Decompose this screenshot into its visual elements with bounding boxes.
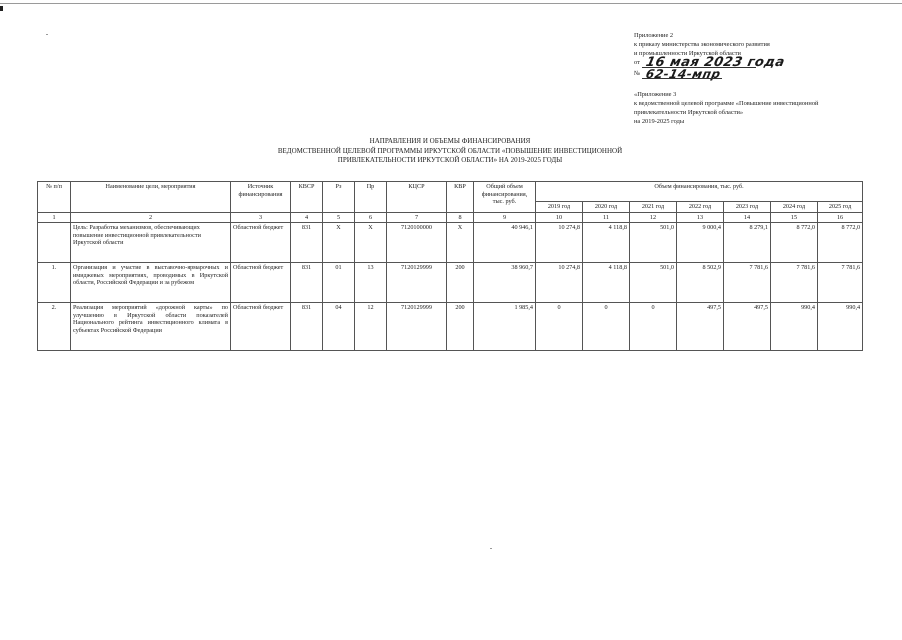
- row-2021: 501,0: [630, 263, 677, 303]
- header-num: № п/п: [38, 182, 71, 213]
- table-row-2: [38, 303, 863, 351]
- header-year-2025: 2025 год: [818, 202, 863, 213]
- table-row-goal: [38, 223, 863, 263]
- index-cell: 9: [474, 212, 536, 223]
- row-2023: 8 279,1: [724, 223, 771, 263]
- index-cell: 4: [291, 212, 323, 223]
- appendix-3-line2: к ведомственной целевой программе «Повышение инвестиционной: [634, 100, 819, 107]
- row-name: Организация и участие в выставочно-ярмарочных и имиджевых мероприятиях, проводимых в Иркутской области, Российской Федерации и за рубежом: [71, 263, 231, 303]
- row-2020: 0: [583, 303, 630, 351]
- index-cell: 2: [71, 212, 231, 223]
- appendix-3-line4: на 2019-2025 годы: [634, 118, 685, 125]
- appendix-2-line1: Приложение 2: [634, 32, 674, 39]
- scan-speck: [490, 548, 492, 549]
- number-label: №: [634, 70, 641, 77]
- index-cell: 15: [771, 212, 818, 223]
- row-total: 40 946,1: [474, 223, 536, 263]
- row-total: 38 960,7: [474, 263, 536, 303]
- row-2023: 497,5: [724, 303, 771, 351]
- handwritten-number: 62-14-мпр: [644, 67, 723, 81]
- row-2024: 7 781,6: [771, 263, 818, 303]
- index-cell: 14: [724, 212, 771, 223]
- row-source: Областной бюджет: [231, 223, 291, 263]
- date-label: от: [634, 59, 640, 66]
- row-kvsr: 831: [291, 303, 323, 351]
- row-rz: 04: [323, 303, 355, 351]
- appendix-3-line1: «Приложение 3: [634, 91, 677, 98]
- index-cell: 1: [38, 212, 71, 223]
- row-kcsr: 7120100000: [387, 223, 447, 263]
- header-name: Наименование цели, мероприятия: [71, 182, 231, 213]
- row-kvr: 200: [447, 303, 474, 351]
- index-cell: 5: [323, 212, 355, 223]
- appendix-3-block: [634, 90, 874, 126]
- row-name: Цель: Разработка механизмов, обеспечивающих повышение инвестиционной привлекательности Иркутской области: [71, 223, 231, 263]
- row-rz: Х: [323, 223, 355, 263]
- scan-top-border: [0, 3, 902, 4]
- number-underline: [642, 78, 722, 79]
- scan-mark: [0, 6, 3, 11]
- appendix-2-block: [634, 31, 884, 58]
- row-2020: 4 118,8: [583, 263, 630, 303]
- row-2021: 0: [630, 303, 677, 351]
- row-total: 1 985,4: [474, 303, 536, 351]
- header-rz: Рз: [323, 182, 355, 213]
- column-index-row: [38, 212, 863, 223]
- title-line1: НАПРАВЛЕНИЯ И ОБЪЕМЫ ФИНАНСИРОВАНИЯ: [369, 137, 531, 145]
- header-pr: Пр: [355, 182, 387, 213]
- row-2025: 990,4: [818, 303, 863, 351]
- row-pr: 12: [355, 303, 387, 351]
- header-year-2019: 2019 год: [536, 202, 583, 213]
- header-kvsr: КВСР: [291, 182, 323, 213]
- row-rz: 01: [323, 263, 355, 303]
- row-num: 1.: [38, 263, 71, 303]
- index-cell: 16: [818, 212, 863, 223]
- row-2023: 7 781,6: [724, 263, 771, 303]
- row-2022: 497,5: [677, 303, 724, 351]
- row-source: Областной бюджет: [231, 303, 291, 351]
- table-row-1: [38, 263, 863, 303]
- index-cell: 8: [447, 212, 474, 223]
- row-kvr: 200: [447, 263, 474, 303]
- header-source: Источник финансирования: [231, 182, 291, 213]
- row-2020: 4 118,8: [583, 223, 630, 263]
- row-num: 2.: [38, 303, 71, 351]
- row-2025: 8 772,0: [818, 223, 863, 263]
- document-title: [200, 137, 700, 166]
- row-kvr: Х: [447, 223, 474, 263]
- header-volume: Объем финансирования, тыс. руб.: [536, 182, 863, 202]
- appendix-2-line2: к приказу министерства экономического развития: [634, 41, 770, 48]
- index-cell: 7: [387, 212, 447, 223]
- appendix-3-line3: привлекательности Иркутской области»: [634, 109, 744, 116]
- header-year-2022: 2022 год: [677, 202, 724, 213]
- row-name: Реализация мероприятий «дорожной карты» по улучшению в Иркутской области показателей Национального рейтинга инвестиционного климата в субъектах Российской Федерации: [71, 303, 231, 351]
- header-year-2023: 2023 год: [724, 202, 771, 213]
- row-2019: 10 274,8: [536, 223, 583, 263]
- row-2022: 9 000,4: [677, 223, 724, 263]
- row-source: Областной бюджет: [231, 263, 291, 303]
- header-year-2021: 2021 год: [630, 202, 677, 213]
- header-total: Общий объем финансирования, тыс. руб.: [474, 182, 536, 213]
- row-kvsr: 831: [291, 263, 323, 303]
- row-2021: 501,0: [630, 223, 677, 263]
- header-row: [38, 182, 863, 202]
- index-cell: 11: [583, 212, 630, 223]
- header-year-2020: 2020 год: [583, 202, 630, 213]
- index-cell: 3: [231, 212, 291, 223]
- index-cell: 12: [630, 212, 677, 223]
- row-2024: 8 772,0: [771, 223, 818, 263]
- title-line2: ВЕДОМСТВЕННОЙ ЦЕЛЕВОЙ ПРОГРАММЫ ИРКУТСКОЙ ОБЛАСТИ «ПОВЫШЕНИЕ ИНВЕСТИЦИОННОЙ: [277, 146, 623, 155]
- financing-table: [37, 181, 863, 351]
- row-kcsr: 7120129999: [387, 263, 447, 303]
- row-2019: 10 274,8: [536, 263, 583, 303]
- index-cell: 10: [536, 212, 583, 223]
- header-year-2024: 2024 год: [771, 202, 818, 213]
- header-kcsr: КЦСР: [387, 182, 447, 213]
- row-pr: Х: [355, 223, 387, 263]
- row-kcsr: 7120129999: [387, 303, 447, 351]
- header-kvr: КВР: [447, 182, 474, 213]
- row-kvsr: 831: [291, 223, 323, 263]
- row-2024: 990,4: [771, 303, 818, 351]
- row-num: [38, 223, 71, 263]
- scan-speck: [46, 34, 48, 35]
- appendix-2-line3: и промышленности Иркутской области: [634, 50, 741, 57]
- index-cell: 13: [677, 212, 724, 223]
- row-2019: 0: [536, 303, 583, 351]
- row-2025: 7 781,6: [818, 263, 863, 303]
- title-line3: ПРИВЛЕКАТЕЛЬНОСТИ ИРКУТСКОЙ ОБЛАСТИ» НА 2019-2025 ГОДЫ: [337, 156, 563, 164]
- row-2022: 8 502,9: [677, 263, 724, 303]
- row-pr: 13: [355, 263, 387, 303]
- index-cell: 6: [355, 212, 387, 223]
- handwritten-date: 16 мая 2023 года: [644, 55, 787, 70]
